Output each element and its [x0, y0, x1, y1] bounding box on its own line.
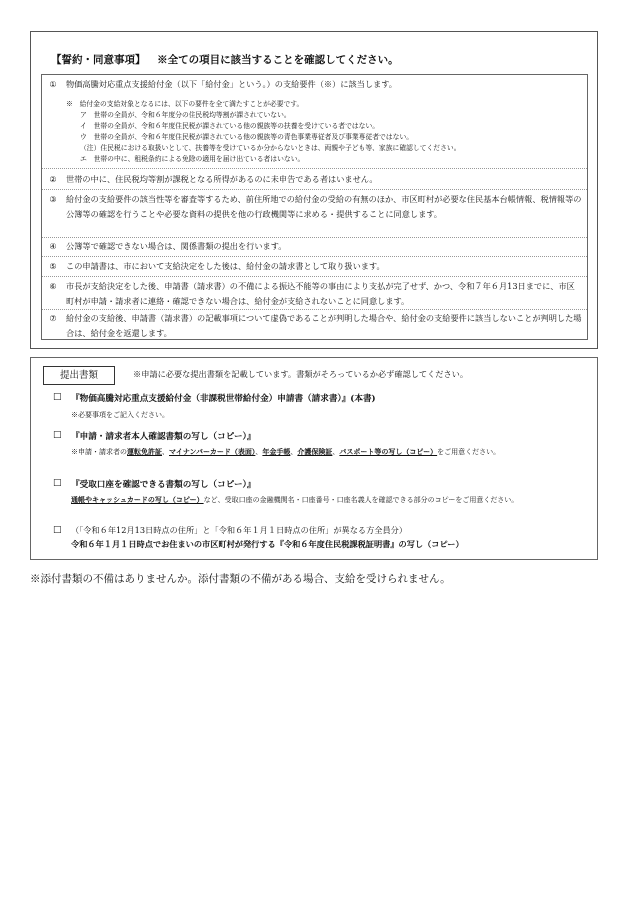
requirement-a: ア 世帯の全員が、令和６年度分の住民税均等割が課されていない。	[80, 111, 291, 119]
doc2-label: 『申請・請求者本人確認書類の写し（コピー）』	[71, 432, 256, 442]
doc2-note	[71, 447, 591, 458]
requirement-note: （注）住民税における取扱いとして、扶養等を受けているか分からないときは、両親や子ども等、家族に確認してください。	[80, 144, 461, 152]
pledge-item-text: 世帯の中に、住民税均等割が課税となる所得があるのに未申告である者はいません。	[66, 174, 378, 184]
doc3-checkbox[interactable]: □	[53, 478, 62, 488]
pledge-item-number: ③	[49, 194, 57, 204]
pledge-item-text: 物価高騰対応重点支援給付金（以下「給付金」という。）の支給要件（※）に該当します。	[66, 79, 397, 89]
pledge-header	[51, 52, 399, 67]
id-doc-my-number-card: マイナンバーカード（表面）	[169, 447, 256, 456]
divider	[42, 309, 587, 310]
separator: 、	[162, 448, 169, 456]
pledge-item-number: ⑦	[49, 313, 57, 323]
pledge-item-number: ②	[49, 174, 57, 184]
pledge-header-note: ※全ての項目に該当することを確認してください。	[157, 54, 399, 66]
pledge-header-label: 【誓約・同意事項】	[51, 54, 146, 66]
divider	[42, 256, 587, 257]
separator: 、	[255, 448, 263, 456]
id-doc-passport: パスポート等の写し（コピー）	[339, 447, 438, 456]
doc3-label: 『受取口座を確認できる書類の写し（コピー）』	[71, 480, 256, 490]
doc2-checkbox[interactable]: □	[53, 430, 62, 440]
requirement-u: ウ 世帯の全員が、令和６年度住民税が課されている他の親族等の青色事業専従者及び事業専従者ではない。	[80, 133, 414, 141]
divider	[42, 168, 587, 169]
documents-title: 提出書類	[43, 366, 115, 385]
doc4-label: 令和６年１月１日時点でお住まいの市区町村が発行する『令和６年度住民税課税証明書』の写し（コピー）	[71, 539, 464, 549]
id-doc-care-insurance-card: 介護保険証	[297, 447, 333, 456]
pledge-item-number: ④	[49, 241, 57, 251]
pledge-item-text: 公簿等で確認できない場合は、関係書類の提出を行います。	[66, 241, 287, 251]
pledge-item-text: 市長が支給決定をした後、申請書（請求書）の不備による振込不能等の事由により支払が完了せず、かつ、令和７年６月13日までに、市区町村が申請・請求者に連絡・確認できない場合は、給付金が支給されないことに同意します。	[66, 281, 575, 306]
pledge-items-box	[41, 74, 588, 340]
doc2-note-prefix: ※申請・請求者の	[71, 448, 127, 456]
requirement-e: エ 世帯の中に、租税条約による免除の適用を届け出ている者はいない。	[80, 155, 305, 163]
pledge-item-number: ①	[49, 79, 57, 89]
pledge-section	[30, 31, 598, 349]
footer-warning: ※添付書類の不備はありませんか。添付書類の不備がある場合、支給を受けられません。	[30, 573, 451, 585]
requirements-intro: ※ 給付金の支給対象となるには、以下の要件を全て満たすことが必要です。	[66, 100, 304, 108]
id-doc-pension-book: 年金手帳	[262, 447, 291, 456]
pledge-item-text: 給付金の支給後、申請書（請求書）の記載事項について虚偽であることが判明した場合や、給付金の支給要件に該当しないことが判明した場合は、給付金を返還します。	[66, 313, 582, 338]
doc1-checkbox[interactable]: □	[53, 392, 62, 402]
pledge-item-text: 給付金の支給要件の該当性等を審査等するため、前住所地での給付金の受給の有無のほか、市区町村が必要な住民基本台帳情報、税情報等の公簿等の確認を行うことや必要な資料の提供を他の行政機関等に求める・提供することに同意します。	[66, 194, 582, 219]
divider	[42, 189, 587, 190]
doc4-condition: （「令和６年12月13日時点の住所」と「令和６年１月１日時点の住所」が異なる方全員分）	[71, 525, 408, 535]
pledge-item-text: この申請書は、市において支給決定をした後は、給付金の請求書として取り扱います。	[66, 261, 385, 271]
doc1-note: ※必要事項をご記入ください。	[71, 411, 169, 419]
required-documents-section	[30, 357, 598, 560]
separator: 、	[332, 448, 340, 456]
pledge-item-number: ⑤	[49, 261, 57, 271]
doc4-checkbox[interactable]: □	[53, 525, 62, 535]
id-doc-drivers-license: 運転免許証	[127, 447, 162, 456]
divider	[42, 237, 587, 238]
requirement-i: イ 世帯の全員が、令和６年度住民税が課されている他の親族等の扶養を受けている者ではない。	[80, 122, 380, 130]
separator: 、	[290, 448, 298, 456]
bankbook-cashcard-copy: 通帳やキャッシュカードの写し（コピー）	[71, 495, 204, 504]
divider	[42, 276, 587, 277]
doc2-note-suffix: をご用意ください。	[437, 448, 501, 456]
doc1-label: 『物価高騰対応重点支援給付金（非課税世帯給付金）申請書（請求書）』(本書)	[71, 394, 376, 404]
pledge-item-number: ⑥	[49, 281, 57, 291]
documents-note: ※申請に必要な提出書類を記載しています。書類がそろっているか必ず確認してください。	[133, 369, 469, 379]
doc3-note-suffix: など、受取口座の金融機関名・口座番号・口座名義人を確認できる部分のコピーをご用意ください。	[203, 496, 519, 504]
doc3-note	[71, 495, 591, 506]
